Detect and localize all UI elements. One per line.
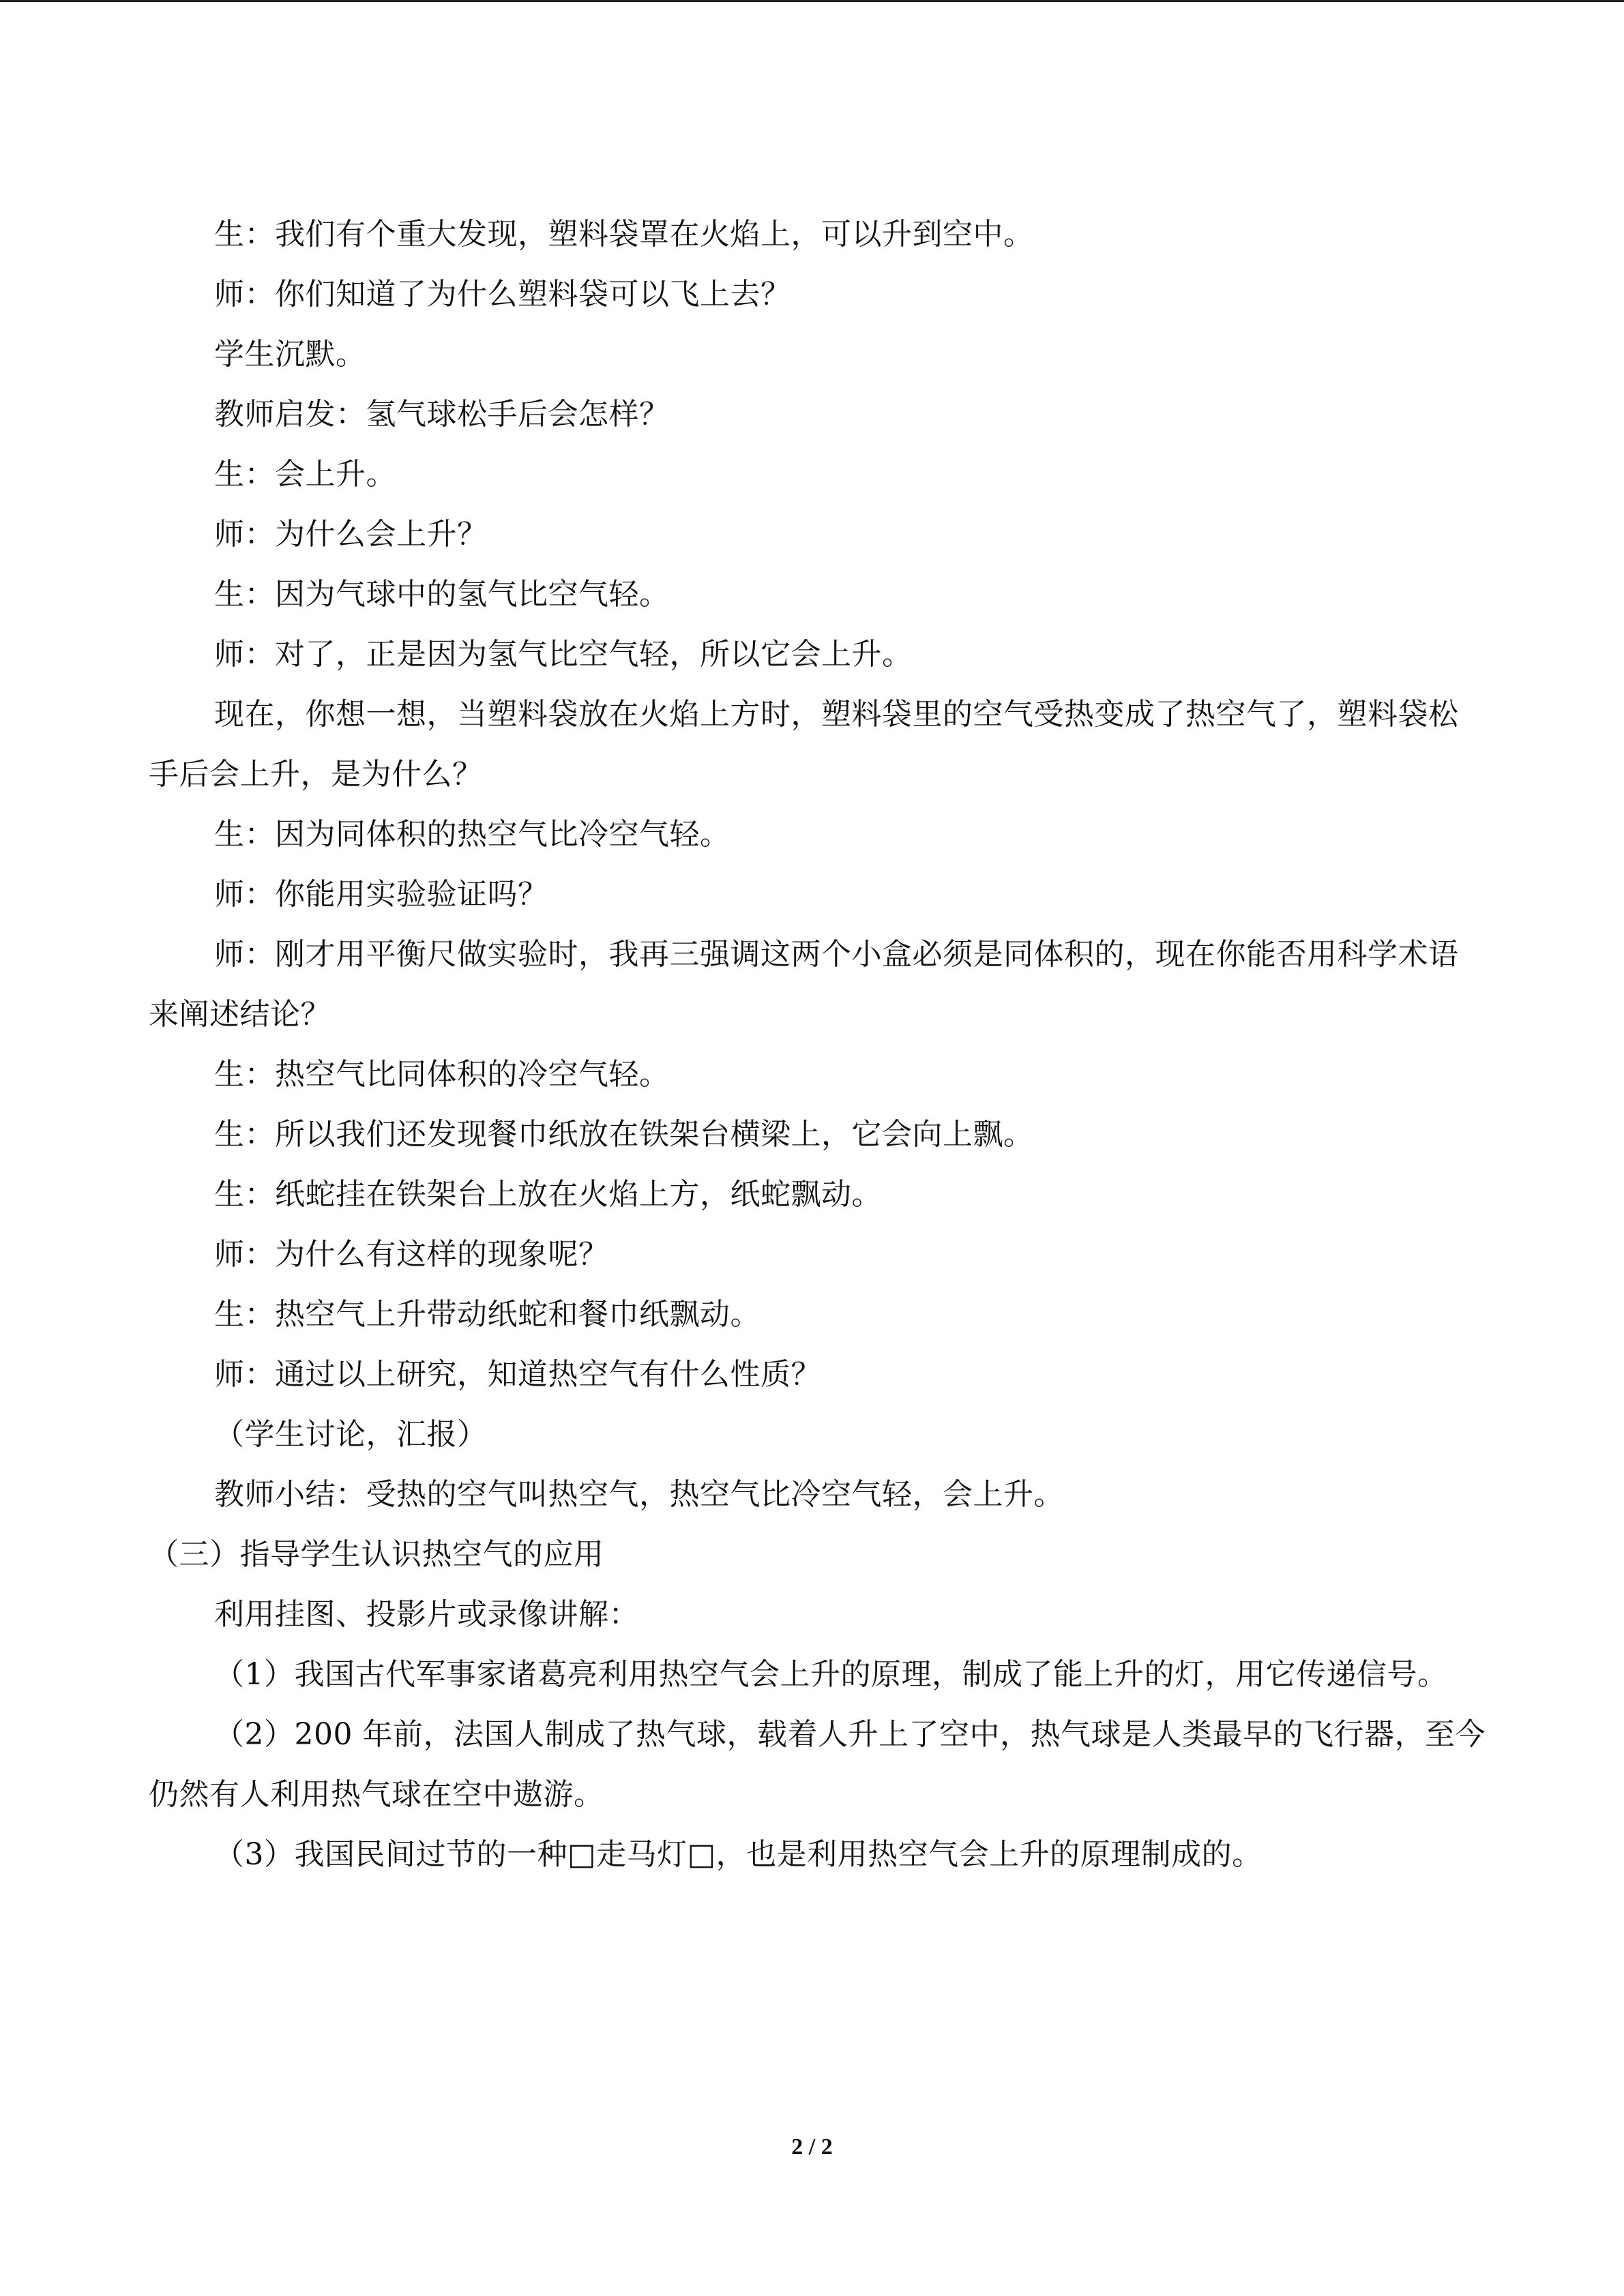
- paragraph: 现在，你想一想，当塑料袋放在火焰上方时，塑料袋里的空气受热变成了热空气了，塑料袋松手后会上升，是为什么？: [149, 697, 1459, 792]
- paragraph: （学生讨论，汇报）: [214, 1417, 488, 1452]
- paragraph: 生：热空气比同体积的冷空气轻。: [214, 1057, 670, 1092]
- paragraph: 教师启发：氢气球松手后会怎样？: [214, 397, 670, 432]
- paragraph: 教师小结：受热的空气叫热空气，热空气比冷空气轻，会上升。: [214, 1477, 1064, 1512]
- paragraph: 生：因为气球中的氢气比空气轻。: [214, 577, 670, 612]
- paragraph: 师：刚才用平衡尺做实验时，我再三强调这两个小盒必须是同体积的，现在你能否用科学术语来阐述结论？: [149, 937, 1459, 1032]
- paragraph: （3）我国民间过节的一种□走马灯□，也是利用热空气会上升的原理制成的。: [214, 1837, 1263, 1872]
- paragraph: 师：通过以上研究，知道热空气有什么性质？: [214, 1357, 821, 1392]
- paragraph: 学生沉默。: [214, 337, 366, 372]
- page-number: 2 / 2: [791, 2134, 833, 2160]
- document-body: [149, 205, 1486, 1885]
- paragraph: 师：为什么会上升？: [214, 517, 488, 552]
- paragraph: 生：会上升。: [214, 457, 396, 492]
- paragraph: 师：你们知道了为什么塑料袋可以飞上去？: [214, 277, 791, 312]
- paragraph: 师：对了，正是因为氢气比空气轻，所以它会上升。: [214, 637, 913, 672]
- paragraph: 生：因为同体积的热空气比冷空气轻。: [214, 817, 730, 852]
- paragraph: 利用挂图、投影片或录像讲解：: [214, 1597, 639, 1632]
- paragraph: 师：为什么有这样的现象呢？: [214, 1237, 609, 1272]
- section-heading: （三）指导学生认识热空气的应用: [149, 1537, 604, 1572]
- paragraph: 生：我们有个重大发现，塑料袋罩在火焰上，可以升到空中。: [214, 217, 1034, 252]
- paragraph: 生：所以我们还发现餐巾纸放在铁架台横梁上，它会向上飘。: [214, 1117, 1034, 1152]
- paragraph: （1）我国古代军事家诸葛亮利用热空气会上升的原理，制成了能上升的灯，用它传递信号。: [214, 1657, 1448, 1692]
- paragraph: （2）200 年前，法国人制成了热气球，载着人升上了空中，热气球是人类最早的飞行器，至今仍然有人利用热气球在空中遨游。: [149, 1717, 1486, 1812]
- paragraph: 师：你能用实验验证吗？: [214, 877, 548, 912]
- paragraph: 生：热空气上升带动纸蛇和餐巾纸飘动。: [214, 1297, 761, 1332]
- paragraph: 生：纸蛇挂在铁架台上放在火焰上方，纸蛇飘动。: [214, 1177, 882, 1212]
- top-border-line: [0, 0, 1624, 2]
